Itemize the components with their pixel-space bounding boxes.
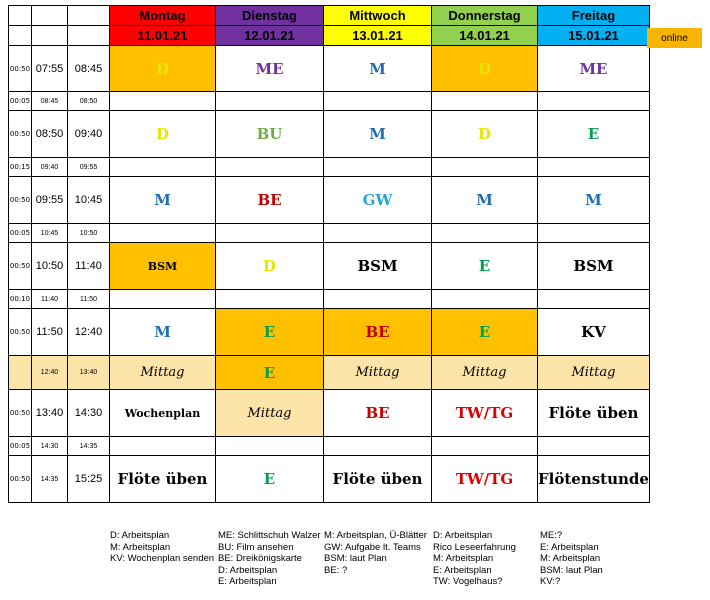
end-time-cell: 11:50	[68, 290, 110, 309]
empty-break-cell	[216, 158, 324, 177]
subject-cell-freitag: ME	[538, 46, 650, 92]
subject-cell-donnerstag: E	[432, 309, 538, 356]
duration-cell: 00:50	[9, 456, 32, 503]
end-time-cell: 15:25	[68, 456, 110, 503]
break-row	[9, 92, 650, 111]
legend-entry: TW: Vogelhaus?	[433, 576, 503, 587]
duration-cell: 00:05	[9, 92, 32, 111]
duration-cell: 00:50	[9, 243, 32, 290]
subject-cell-donnerstag: Mittag	[432, 356, 538, 390]
empty-break-cell	[432, 92, 538, 111]
break-row	[9, 437, 650, 456]
legend-column	[540, 530, 603, 588]
end-time-cell: 13:40	[68, 356, 110, 390]
legend-entry: BU: Film ansehen	[218, 541, 294, 553]
subject-cell-freitag: M	[538, 177, 650, 224]
dates-row	[9, 26, 650, 46]
lesson-row	[9, 46, 650, 92]
legend-entry: KV:?	[540, 576, 561, 587]
end-time-cell: 10:50	[68, 224, 110, 243]
blank-header-cell	[68, 26, 110, 46]
subject-cell-montag: D	[110, 111, 216, 158]
start-time-cell: 10:45	[32, 224, 68, 243]
subject-cell-dienstag: D	[216, 243, 324, 290]
empty-break-cell	[216, 92, 324, 111]
subject-cell-donnerstag: TW/TG	[432, 390, 538, 437]
empty-break-cell	[216, 290, 324, 309]
start-time-cell: 10:50	[32, 243, 68, 290]
subject-cell-montag: M	[110, 177, 216, 224]
legend-entry: BSM: laut Plan	[540, 564, 603, 576]
end-time-cell: 08:45	[68, 46, 110, 92]
legend-entry: GW: Aufgabe lt. Teams	[324, 541, 421, 553]
duration-cell: 00:05	[9, 224, 32, 243]
legend-entry: M: Arbeitsplan, Ü-Blätter	[324, 530, 427, 541]
empty-break-cell	[324, 290, 432, 309]
start-time-cell: 12:40	[32, 356, 68, 390]
legend	[110, 530, 710, 600]
blank-header-cell	[68, 6, 110, 26]
subject-cell-dienstag: E	[216, 456, 324, 503]
subject-cell-dienstag: Mittag	[216, 390, 324, 437]
subject-cell-montag: Mittag	[110, 356, 216, 390]
end-time-cell: 10:45	[68, 177, 110, 224]
legend-entry: D: Arbeitsplan	[110, 530, 170, 541]
start-time-cell: 14:35	[32, 456, 68, 503]
day-name-mittwoch: Mittwoch	[324, 6, 432, 26]
subject-cell-montag: BSM	[110, 243, 216, 290]
subject-cell-dienstag: ME	[216, 46, 324, 92]
subject-cell-mittwoch: BSM	[324, 243, 432, 290]
day-date-dienstag: 12.01.21	[216, 26, 324, 46]
empty-break-cell	[538, 437, 650, 456]
duration-cell: 00:15	[9, 158, 32, 177]
day-name-dienstag: Dienstag	[216, 6, 324, 26]
legend-entry: ME:?	[540, 530, 563, 541]
legend-entry: M: Arbeitsplan	[433, 553, 494, 564]
start-time-cell: 11:40	[32, 290, 68, 309]
start-time-cell: 08:45	[32, 92, 68, 111]
empty-break-cell	[432, 158, 538, 177]
subject-cell-mittwoch: Flöte üben	[324, 456, 432, 503]
empty-break-cell	[324, 92, 432, 111]
break-row	[9, 290, 650, 309]
start-time-cell: 07:55	[32, 46, 68, 92]
legend-entry: KV: Wochenplan senden	[110, 553, 215, 564]
online-badge: online	[647, 28, 702, 48]
lesson-row	[9, 456, 650, 503]
start-time-cell: 09:55	[32, 177, 68, 224]
empty-break-cell	[432, 437, 538, 456]
empty-break-cell	[324, 158, 432, 177]
day-name-donnerstag: Donnerstag	[432, 6, 538, 26]
subject-cell-mittwoch: BE	[324, 390, 432, 437]
duration-cell	[9, 356, 32, 390]
start-time-cell: 14:30	[32, 437, 68, 456]
duration-cell: 00:50	[9, 177, 32, 224]
legend-column	[218, 530, 321, 588]
empty-break-cell	[538, 224, 650, 243]
lesson-row	[9, 177, 650, 224]
legend-entry: E: Arbeitsplan	[540, 541, 599, 553]
subject-cell-donnerstag: TW/TG	[432, 456, 538, 503]
subject-cell-mittwoch: M	[324, 111, 432, 158]
lunch-row	[9, 356, 650, 390]
legend-column	[433, 530, 516, 588]
blank-header-cell	[32, 26, 68, 46]
empty-break-cell	[324, 224, 432, 243]
day-date-montag: 11.01.21	[110, 26, 216, 46]
legend-entry: BE: Dreikönigskarte	[218, 553, 302, 564]
empty-break-cell	[432, 224, 538, 243]
subject-cell-freitag: Mittag	[538, 356, 650, 390]
empty-break-cell	[110, 158, 216, 177]
subject-cell-freitag: Flöte üben	[538, 390, 650, 437]
empty-break-cell	[432, 290, 538, 309]
subject-cell-donnerstag: M	[432, 177, 538, 224]
subject-cell-dienstag: E	[216, 309, 324, 356]
end-time-cell: 14:35	[68, 437, 110, 456]
subject-cell-mittwoch: GW	[324, 177, 432, 224]
break-row	[9, 224, 650, 243]
end-time-cell: 12:40	[68, 309, 110, 356]
blank-header-cell	[32, 6, 68, 26]
empty-break-cell	[110, 92, 216, 111]
legend-entry: BE: ?	[324, 564, 348, 576]
subject-cell-mittwoch: Mittag	[324, 356, 432, 390]
duration-cell: 00:50	[9, 111, 32, 158]
duration-cell: 00:50	[9, 46, 32, 92]
lesson-row	[9, 309, 650, 356]
day-date-freitag: 15.01.21	[538, 26, 650, 46]
subject-cell-donnerstag: D	[432, 111, 538, 158]
lesson-row	[9, 243, 650, 290]
empty-break-cell	[538, 92, 650, 111]
legend-entry: BSM: laut Plan	[324, 553, 387, 564]
subject-cell-dienstag: BE	[216, 177, 324, 224]
start-time-cell: 08:50	[32, 111, 68, 158]
duration-cell: 00:10	[9, 290, 32, 309]
lesson-row	[9, 111, 650, 158]
subject-cell-freitag: Flötenstunde	[538, 456, 650, 503]
end-time-cell: 11:40	[68, 243, 110, 290]
subject-cell-dienstag: BU	[216, 111, 324, 158]
start-time-cell: 11:50	[32, 309, 68, 356]
end-time-cell: 08:50	[68, 92, 110, 111]
subject-cell-freitag: KV	[538, 309, 650, 356]
empty-break-cell	[110, 437, 216, 456]
end-time-cell: 09:55	[68, 158, 110, 177]
subject-cell-freitag: E	[538, 111, 650, 158]
duration-cell: 00:05	[9, 437, 32, 456]
empty-break-cell	[538, 290, 650, 309]
legend-entry: E: Arbeitsplan	[433, 564, 492, 576]
end-time-cell: 09:40	[68, 111, 110, 158]
subject-cell-montag: Wochenplan	[110, 390, 216, 437]
empty-break-cell	[110, 290, 216, 309]
blank-header-cell	[9, 26, 32, 46]
legend-entry: M: Arbeitsplan	[110, 541, 171, 553]
legend-entry: M: Arbeitsplan	[540, 553, 601, 564]
end-time-cell: 14:30	[68, 390, 110, 437]
day-date-donnerstag: 14.01.21	[432, 26, 538, 46]
duration-cell: 00:50	[9, 390, 32, 437]
lesson-row	[9, 390, 650, 437]
legend-entry: Rico Leseerfahrung	[433, 541, 516, 553]
subject-cell-montag: Flöte üben	[110, 456, 216, 503]
empty-break-cell	[324, 437, 432, 456]
subject-cell-donnerstag: D	[432, 46, 538, 92]
subject-cell-mittwoch: BE	[324, 309, 432, 356]
empty-break-cell	[538, 158, 650, 177]
legend-column	[324, 530, 427, 576]
subject-cell-mittwoch: M	[324, 46, 432, 92]
subject-cell-montag: D	[110, 46, 216, 92]
timetable	[8, 5, 650, 503]
day-name-montag: Montag	[110, 6, 216, 26]
empty-break-cell	[216, 437, 324, 456]
legend-entry: D: Arbeitsplan	[433, 530, 493, 541]
subject-cell-dienstag: E	[216, 356, 324, 390]
empty-break-cell	[216, 224, 324, 243]
day-name-freitag: Freitag	[538, 6, 650, 26]
blank-header-cell	[9, 6, 32, 26]
start-time-cell: 13:40	[32, 390, 68, 437]
day-names-row	[9, 6, 650, 26]
legend-column	[110, 530, 214, 565]
duration-cell: 00:50	[9, 309, 32, 356]
subject-cell-freitag: BSM	[538, 243, 650, 290]
legend-entry: D: Arbeitsplan	[218, 564, 278, 576]
legend-entry: ME: Schlittschuh Walzer	[218, 530, 321, 541]
break-row	[9, 158, 650, 177]
subject-cell-montag: M	[110, 309, 216, 356]
legend-entry: E: Arbeitsplan	[218, 576, 277, 587]
empty-break-cell	[110, 224, 216, 243]
start-time-cell: 09:40	[32, 158, 68, 177]
day-date-mittwoch: 13.01.21	[324, 26, 432, 46]
subject-cell-donnerstag: E	[432, 243, 538, 290]
